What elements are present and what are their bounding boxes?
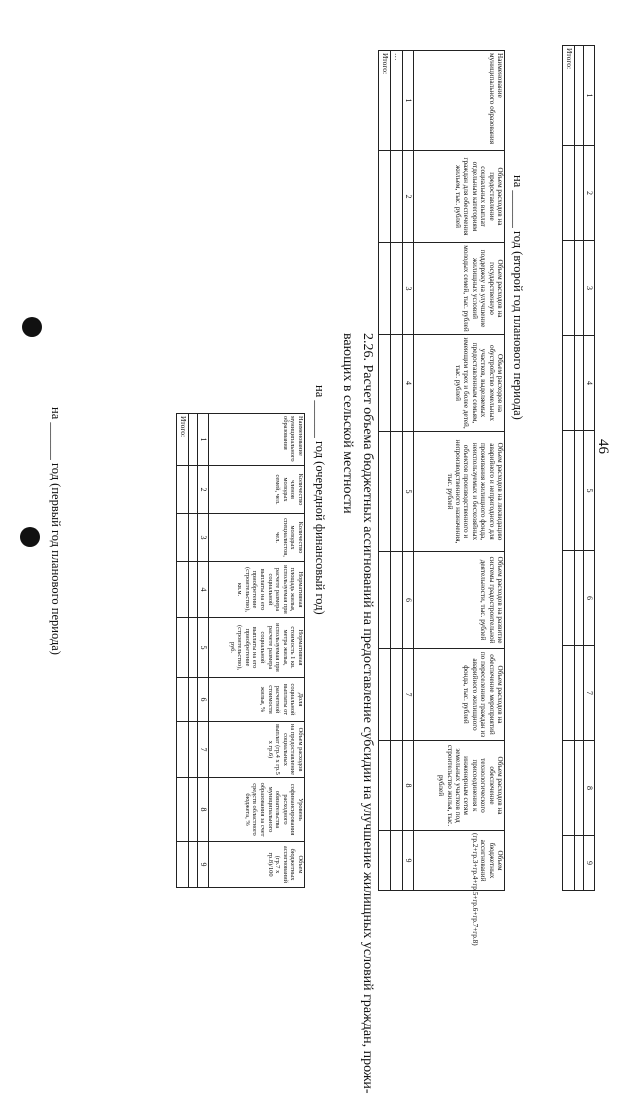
line-first-year: на ______ год (первый год планового периода) [49,407,63,655]
table1-num: 4 [584,336,595,431]
table1-blank-row [575,46,584,891]
table2-num: 1 [403,51,414,151]
table1-num: 9 [584,836,595,891]
table3-blank-row [189,414,198,888]
table3-header: Количество молодых специалистов, чел. [209,514,305,562]
table2-num: 8 [403,741,414,831]
table3-header: Нормативная площадь жилья, используемая при расчете размера социальной выплаты на его приобретение (строительство), кв.м. [209,562,305,618]
table3-header: Нормативная стоимость 1 кв. метра жилья, используемая при расчете размера социальной выплаты на его приобретение (строительство), руб. [209,618,305,678]
table2-ellipsis-row [391,51,403,891]
table2-header: Объем расходов на государственную поддержку на улучшение жилищных условий молодых семей, тыс. рублей [414,243,505,335]
table2-num: 5 [403,432,414,552]
table3-num: 3 [198,514,209,562]
table2-num: 7 [403,649,414,741]
table1-num: 6 [584,551,595,646]
rotated-page [15,15,625,1094]
table3-num: 6 [198,678,209,722]
table3-total-label: Итого: [177,414,189,466]
table2-total-label: Итого: [379,51,391,151]
table2-header: Объем расходов на предоставление социальных выплат отдельным категориям граждан для обеспечения жильем, тыс. рублей [414,151,505,243]
table3-num: 5 [198,618,209,678]
table1-num: 7 [584,646,595,741]
table2-ellipsis: … [391,51,403,151]
table3-header: Доля социальной выплаты от расчетной стоимости жилья, % [209,678,305,722]
table2-header: Объем бюджетных ассигнований (гр.2+гр.3+гр.4+гр.5+гр.6+гр.7+гр.8) [414,831,505,891]
table1-num: 3 [584,241,595,336]
table1-num: 2 [584,146,595,241]
table3-num: 4 [198,562,209,618]
table3-num: 2 [198,466,209,514]
table3-header: Объем бюджетных ассигнований (гр.7 x гр.8)/100 [209,842,305,888]
page-number: 46 [595,439,611,454]
table-continuation [562,45,595,891]
table2-header: Наименование муниципального образования [414,51,505,151]
table1-num: 1 [584,46,595,146]
table1-total-row [563,46,575,891]
table3-header: Уровень софинансирования расходного обязательства муниципального образования за счет средств областного бюджета, % [209,778,305,842]
table2-num: 3 [403,243,414,335]
table3-header-row [209,414,305,888]
table2-header: Объем расходов на обеспечение технологического присоединения к инженерным сетям земельных участков под строительство жилья, тыс. рублей [414,741,505,831]
table2-header: Объем расходов на ликвидацию аварийного и непригодного для проживания жилищного фонда, неиспользуемых и бесхозяйных объектов производственного и непроизводственного назначения, тыс. рублей [414,432,505,552]
line-current-year: на ______ год (очередной финансовый год) [313,385,327,615]
table1-numbers-row [584,46,595,891]
table2-total-row [379,51,391,891]
table3-header: Объем расходов на предоставление социальных выплат (гр.4 x гр.5 x гр.6) [209,722,305,778]
table2-numbers-row [403,51,414,891]
table2-header-row [414,51,505,891]
table-rural-housing [176,413,305,888]
line-second-year: на ______ год (второй год планового периода) [511,175,525,420]
table2-num: 4 [403,335,414,432]
table2-num: 6 [403,552,414,649]
section-heading-line1: 2.26. Расчет объема бюджетных ассигнований на предоставление субсидии на улучшение жилищных условий граждан, прожи- [360,333,375,1094]
table3-header: Наименование муниципального образования [209,414,305,466]
table3-num: 7 [198,722,209,778]
table3-num: 9 [198,842,209,888]
table3-header: Количество членов молодых семей, чел. [209,466,305,514]
table2-header: Объем расходов на обеспечение мероприятий по переселению граждан из аварийного жилищного фонда, тыс. рублей [414,649,505,741]
table1-num: 8 [584,741,595,836]
table1-num: 5 [584,431,595,551]
table2-header: Объем расходов на развитие системы градостроительной деятельности, тыс. рублей [414,552,505,649]
table2-header: Объем расходов на обустройство земельных участков, выделяемых предоставленным семьям, имеющим трех и более детей, тыс. рублей [414,335,505,432]
section-heading-line2: вающих в сельской местности [340,333,355,514]
table-housing-expenses [378,50,505,946]
table3-num: 1 [198,414,209,466]
table3-total-row [177,414,189,888]
table2-num: 9 [403,831,414,891]
table1-total-label: Итого: [563,46,575,146]
table2-num: 2 [403,151,414,243]
table3-num: 8 [198,778,209,842]
table3-numbers-row [198,414,209,888]
